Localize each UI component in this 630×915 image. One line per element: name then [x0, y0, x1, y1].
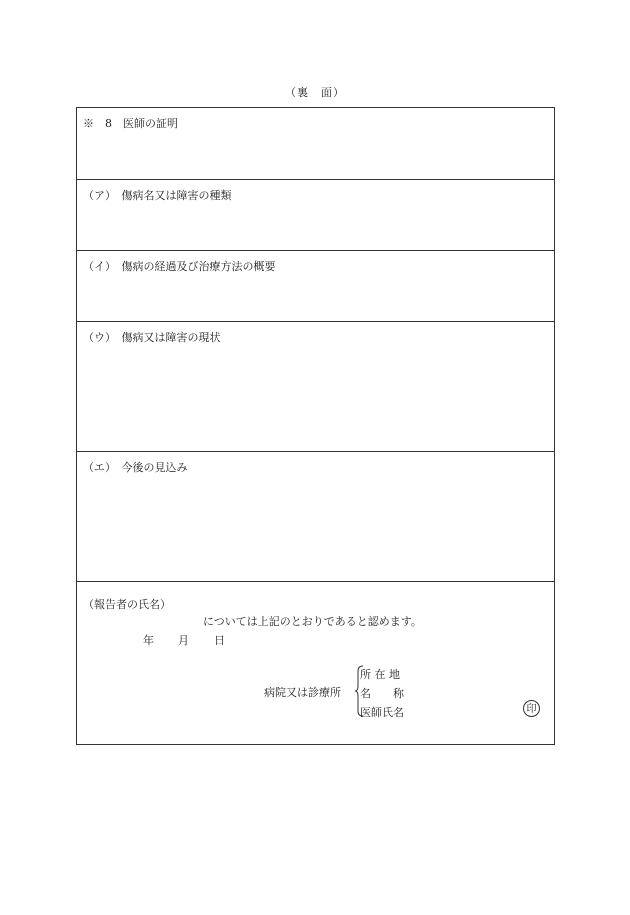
section-current-condition — [77, 322, 554, 452]
section-diagnosis — [77, 180, 554, 251]
page-heading: （裏 面） — [285, 86, 345, 99]
reporter-label: （報告者の氏名） — [83, 598, 171, 611]
doctor-name-field-label: 医師氏名 — [360, 706, 404, 719]
section-label: （ア） 傷病名又は障害の種類 — [83, 189, 232, 202]
certification-statement: については上記のとおりであると認めます。 — [203, 615, 422, 628]
doctor-certificate-form — [76, 107, 555, 745]
seal-icon: 印 — [523, 700, 540, 717]
section-label: （ウ） 傷病又は障害の現状 — [83, 331, 221, 344]
name-field-label: 名 称 — [360, 687, 404, 700]
institution-label: 病院又は診療所 — [264, 686, 341, 699]
section-label: （エ） 今後の見込み — [83, 461, 188, 474]
date-year: 年 — [143, 634, 154, 647]
section-label: （イ） 傷病の経過及び治療方法の概要 — [83, 260, 276, 273]
date-day: 日 — [214, 634, 225, 647]
section-treatment-summary — [77, 251, 554, 322]
section-doctor-certificate — [77, 108, 554, 180]
section-reporter — [77, 582, 554, 744]
date-month: 月 — [178, 634, 189, 647]
section-prognosis — [77, 452, 554, 582]
address-field-label: 所 在 地 — [360, 668, 400, 681]
section-label: ※ 8 医師の証明 — [83, 117, 178, 130]
